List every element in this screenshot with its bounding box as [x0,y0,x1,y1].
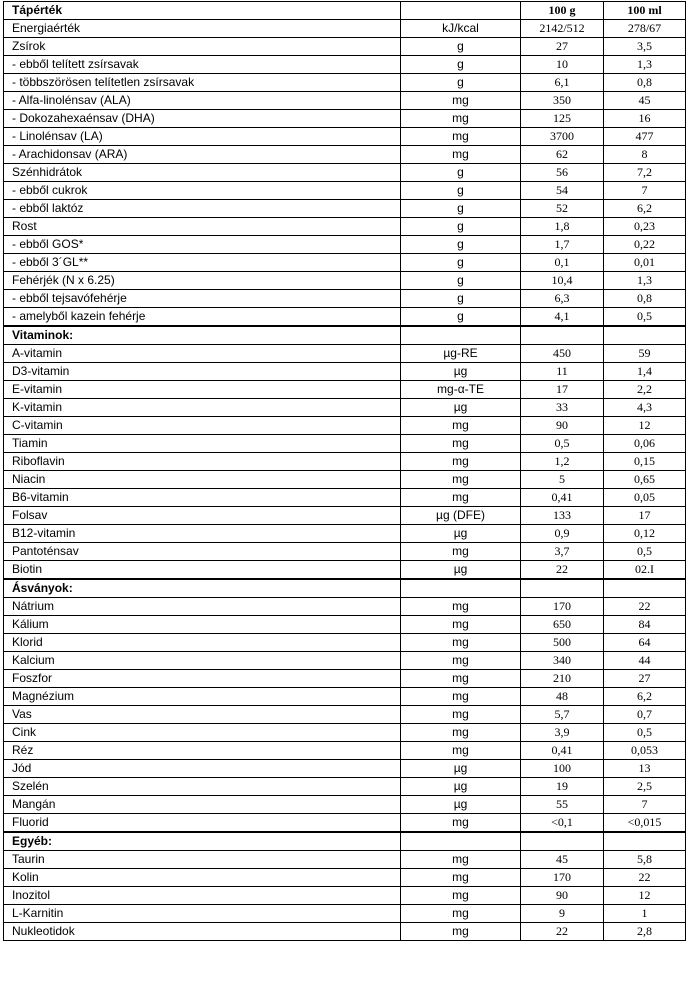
value-100ml: 0,65 [604,471,686,489]
value-100g: 62 [521,146,604,164]
nutrient-unit: µg [401,796,521,814]
nutrient-name: Energiaérték [4,20,401,38]
value-100g: 1,7 [521,236,604,254]
nutrient-name: - ebből 3´GL** [4,254,401,272]
nutrient-name: Tiamin [4,435,401,453]
value-100ml: 5,8 [604,851,686,869]
nutrient-unit: mg [401,616,521,634]
nutrient-name: Szénhidrátok [4,164,401,182]
value-100g: 19 [521,778,604,796]
value-100g: 5,7 [521,706,604,724]
value-100ml: 1,4 [604,363,686,381]
value-100g: 3,9 [521,724,604,742]
nutrient-name: A-vitamin [4,345,401,363]
value-100ml: <0,015 [604,814,686,833]
nutrient-row [4,489,686,507]
value-100g: 450 [521,345,604,363]
value-100ml: 44 [604,652,686,670]
value-100g: 350 [521,92,604,110]
value-100g: 500 [521,634,604,652]
nutrient-row [4,525,686,543]
nutrient-unit: µg (DFE) [401,507,521,525]
nutrient-name: Vas [4,706,401,724]
nutrient-name: Inozitol [4,887,401,905]
nutrient-name: - ebből telített zsírsavak [4,56,401,74]
nutrient-unit: mg [401,435,521,453]
nutrient-unit: mg [401,634,521,652]
value-100g: 170 [521,598,604,616]
value-100ml: 2,2 [604,381,686,399]
value-100g: 10 [521,56,604,74]
section-empty-cell [401,832,521,851]
value-100g: 133 [521,507,604,525]
value-100ml: 0,23 [604,218,686,236]
value-100ml: 0,053 [604,742,686,760]
nutrient-row [4,417,686,435]
value-100ml: 0,5 [604,724,686,742]
value-100g: 3,7 [521,543,604,561]
value-100ml: 0,8 [604,74,686,92]
nutrient-unit: µg [401,399,521,417]
nutrient-row [4,923,686,941]
nutrient-name: L-Karnitin [4,905,401,923]
section-empty-cell [521,326,604,345]
nutrient-row [4,236,686,254]
nutrient-row [4,146,686,164]
nutrient-row [4,724,686,742]
value-100g: 22 [521,561,604,580]
nutrient-unit: mg [401,724,521,742]
value-100ml: 7 [604,796,686,814]
section-empty-cell [401,326,521,345]
nutrient-unit: g [401,74,521,92]
nutrient-unit: g [401,254,521,272]
nutrient-name: Zsírok [4,38,401,56]
nutrient-row [4,598,686,616]
value-100ml: 7,2 [604,164,686,182]
nutrient-row [4,616,686,634]
nutrient-name: - ebből laktóz [4,200,401,218]
value-100g: 0,1 [521,254,604,272]
nutrient-name: - amelyből kazein fehérje [4,308,401,327]
nutrient-name: - ebből cukrok [4,182,401,200]
value-100g: 56 [521,164,604,182]
nutrient-row [4,92,686,110]
value-100ml: 3,5 [604,38,686,56]
value-100ml: 6,2 [604,688,686,706]
nutrient-unit: mg [401,92,521,110]
nutrient-unit: mg [401,887,521,905]
nutrient-unit: g [401,164,521,182]
section-empty-cell [401,579,521,598]
nutrient-row [4,561,686,580]
value-100g: 0,41 [521,742,604,760]
value-100ml: 2,5 [604,778,686,796]
value-100g: 125 [521,110,604,128]
value-100ml: 84 [604,616,686,634]
nutrient-row [4,345,686,363]
nutrient-name: Nukleotidok [4,923,401,941]
nutrient-row [4,218,686,236]
value-100ml: 02.I [604,561,686,580]
header-100ml: 100 ml [604,2,686,20]
value-100ml: 13 [604,760,686,778]
nutrient-row [4,38,686,56]
value-100ml: 0,12 [604,525,686,543]
value-100ml: 0,8 [604,290,686,308]
nutrient-name: Cink [4,724,401,742]
nutrient-unit: mg-α-TE [401,381,521,399]
nutrient-unit: g [401,200,521,218]
section-empty-cell [521,832,604,851]
value-100ml: 0,5 [604,308,686,327]
nutrient-row [4,634,686,652]
nutrient-row [4,272,686,290]
nutrient-name: Niacin [4,471,401,489]
nutrient-unit: µg [401,363,521,381]
nutrient-row [4,706,686,724]
nutrient-name: E-vitamin [4,381,401,399]
nutrient-name: - többszörösen telítetlen zsírsavak [4,74,401,92]
section-header-row [4,832,686,851]
nutrient-name: Taurin [4,851,401,869]
nutrient-row [4,543,686,561]
nutrient-row [4,814,686,833]
nutrient-name: B6-vitamin [4,489,401,507]
value-100g: <0,1 [521,814,604,833]
header-row [4,2,686,20]
nutrient-name: Réz [4,742,401,760]
nutrient-name: Kolin [4,869,401,887]
nutrient-row [4,110,686,128]
value-100g: 22 [521,923,604,941]
value-100g: 1,2 [521,453,604,471]
value-100ml: 2,8 [604,923,686,941]
nutrient-name: - Dokozahexaénsav (DHA) [4,110,401,128]
nutrient-unit: mg [401,670,521,688]
nutrient-unit: mg [401,706,521,724]
value-100g: 0,9 [521,525,604,543]
value-100ml: 1 [604,905,686,923]
nutrient-row [4,308,686,327]
nutrient-row [4,688,686,706]
nutrient-unit: mg [401,453,521,471]
nutrient-unit: g [401,56,521,74]
value-100g: 650 [521,616,604,634]
section-title: Vitaminok: [4,326,401,345]
value-100g: 1,8 [521,218,604,236]
value-100ml: 22 [604,869,686,887]
nutrient-row [4,887,686,905]
nutrient-name: Fluorid [4,814,401,833]
nutrient-unit: mg [401,905,521,923]
nutrient-name: C-vitamin [4,417,401,435]
nutrient-row [4,851,686,869]
nutrient-row [4,453,686,471]
nutrient-unit: g [401,182,521,200]
header-unit [401,2,521,20]
nutrient-unit: mg [401,851,521,869]
value-100ml: 12 [604,887,686,905]
nutrient-name: Kálium [4,616,401,634]
value-100ml: 8 [604,146,686,164]
nutrient-unit: mg [401,742,521,760]
section-header-row [4,579,686,598]
value-100g: 340 [521,652,604,670]
value-100g: 52 [521,200,604,218]
nutrient-name: - ebből GOS* [4,236,401,254]
nutrient-name: Magnézium [4,688,401,706]
value-100g: 170 [521,869,604,887]
nutrient-row [4,778,686,796]
value-100ml: 17 [604,507,686,525]
value-100g: 5 [521,471,604,489]
nutrient-row [4,435,686,453]
value-100ml: 0,5 [604,543,686,561]
nutrient-unit: mg [401,688,521,706]
nutrient-unit: mg [401,417,521,435]
nutrient-name: - Arachidonsav (ARA) [4,146,401,164]
value-100ml: 477 [604,128,686,146]
nutrient-name: D3-vitamin [4,363,401,381]
nutrient-name: Riboflavin [4,453,401,471]
value-100g: 210 [521,670,604,688]
value-100g: 9 [521,905,604,923]
nutrient-unit: mg [401,146,521,164]
nutrient-name: Szelén [4,778,401,796]
value-100g: 0,5 [521,435,604,453]
nutrient-unit: g [401,38,521,56]
nutrient-row [4,796,686,814]
section-empty-cell [604,579,686,598]
value-100ml: 0,06 [604,435,686,453]
nutrient-row [4,760,686,778]
nutrient-row [4,20,686,38]
value-100ml: 22 [604,598,686,616]
value-100ml: 7 [604,182,686,200]
section-empty-cell [521,579,604,598]
nutrient-row [4,363,686,381]
nutrient-row [4,381,686,399]
nutrient-name: Folsav [4,507,401,525]
nutrient-name: Pantoténsav [4,543,401,561]
nutrient-name: - Linolénsav (LA) [4,128,401,146]
nutrient-unit: g [401,308,521,327]
nutrient-name: Nátrium [4,598,401,616]
value-100g: 0,41 [521,489,604,507]
nutrient-unit: mg [401,652,521,670]
value-100g: 17 [521,381,604,399]
nutrient-unit: g [401,272,521,290]
nutrient-name: Foszfor [4,670,401,688]
nutrient-name: Biotin [4,561,401,580]
nutrient-unit: mg [401,543,521,561]
nutrient-row [4,905,686,923]
nutrient-row [4,652,686,670]
nutrient-name: Fehérjék (N x 6.25) [4,272,401,290]
nutrient-name: Mangán [4,796,401,814]
nutrient-name: Klorid [4,634,401,652]
value-100ml: 1,3 [604,272,686,290]
value-100g: 48 [521,688,604,706]
value-100ml: 278/67 [604,20,686,38]
value-100ml: 4,3 [604,399,686,417]
value-100ml: 0,22 [604,236,686,254]
value-100g: 4,1 [521,308,604,327]
section-empty-cell [604,326,686,345]
value-100ml: 12 [604,417,686,435]
value-100ml: 16 [604,110,686,128]
nutrient-row [4,200,686,218]
nutrient-unit: µg-RE [401,345,521,363]
section-empty-cell [604,832,686,851]
nutrient-row [4,742,686,760]
nutrient-row [4,164,686,182]
nutrient-row [4,290,686,308]
section-title: Egyéb: [4,832,401,851]
nutrient-row [4,507,686,525]
section-header-row [4,326,686,345]
nutrition-table [3,1,686,941]
nutrient-name: - Alfa-linolénsav (ALA) [4,92,401,110]
nutrient-unit: mg [401,598,521,616]
value-100g: 55 [521,796,604,814]
nutrient-name: B12-vitamin [4,525,401,543]
header-title: Tápérték [4,2,401,20]
nutrient-unit: g [401,236,521,254]
nutrition-table-body [4,2,686,941]
nutrient-unit: mg [401,923,521,941]
value-100ml: 0,05 [604,489,686,507]
nutrient-unit: µg [401,561,521,580]
value-100ml: 0,7 [604,706,686,724]
value-100g: 100 [521,760,604,778]
nutrient-row [4,670,686,688]
nutrient-unit: g [401,218,521,236]
value-100g: 3700 [521,128,604,146]
value-100g: 27 [521,38,604,56]
nutrient-name: - ebből tejsavófehérje [4,290,401,308]
value-100g: 54 [521,182,604,200]
nutrient-row [4,74,686,92]
nutrient-unit: kJ/kcal [401,20,521,38]
nutrient-unit: g [401,290,521,308]
value-100ml: 1,3 [604,56,686,74]
nutrient-unit: mg [401,471,521,489]
nutrient-unit: mg [401,489,521,507]
nutrient-row [4,399,686,417]
value-100g: 2142/512 [521,20,604,38]
section-title: Ásványok: [4,579,401,598]
nutrient-row [4,471,686,489]
value-100g: 33 [521,399,604,417]
value-100ml: 27 [604,670,686,688]
value-100g: 90 [521,417,604,435]
value-100ml: 0,15 [604,453,686,471]
header-100g: 100 g [521,2,604,20]
nutrient-row [4,56,686,74]
nutrient-unit: mg [401,814,521,833]
nutrient-row [4,254,686,272]
value-100g: 90 [521,887,604,905]
nutrient-row [4,869,686,887]
value-100g: 10,4 [521,272,604,290]
value-100g: 6,1 [521,74,604,92]
nutrient-unit: µg [401,760,521,778]
value-100g: 6,3 [521,290,604,308]
nutrient-name: Rost [4,218,401,236]
value-100ml: 6,2 [604,200,686,218]
nutrient-row [4,128,686,146]
value-100g: 45 [521,851,604,869]
nutrient-unit: µg [401,778,521,796]
nutrient-unit: mg [401,869,521,887]
nutrient-name: Jód [4,760,401,778]
value-100ml: 59 [604,345,686,363]
nutrient-name: Kalcium [4,652,401,670]
nutrient-name: K-vitamin [4,399,401,417]
nutrient-row [4,182,686,200]
nutrient-unit: µg [401,525,521,543]
value-100ml: 0,01 [604,254,686,272]
value-100g: 11 [521,363,604,381]
value-100ml: 45 [604,92,686,110]
nutrient-unit: mg [401,128,521,146]
nutrient-unit: mg [401,110,521,128]
value-100ml: 64 [604,634,686,652]
